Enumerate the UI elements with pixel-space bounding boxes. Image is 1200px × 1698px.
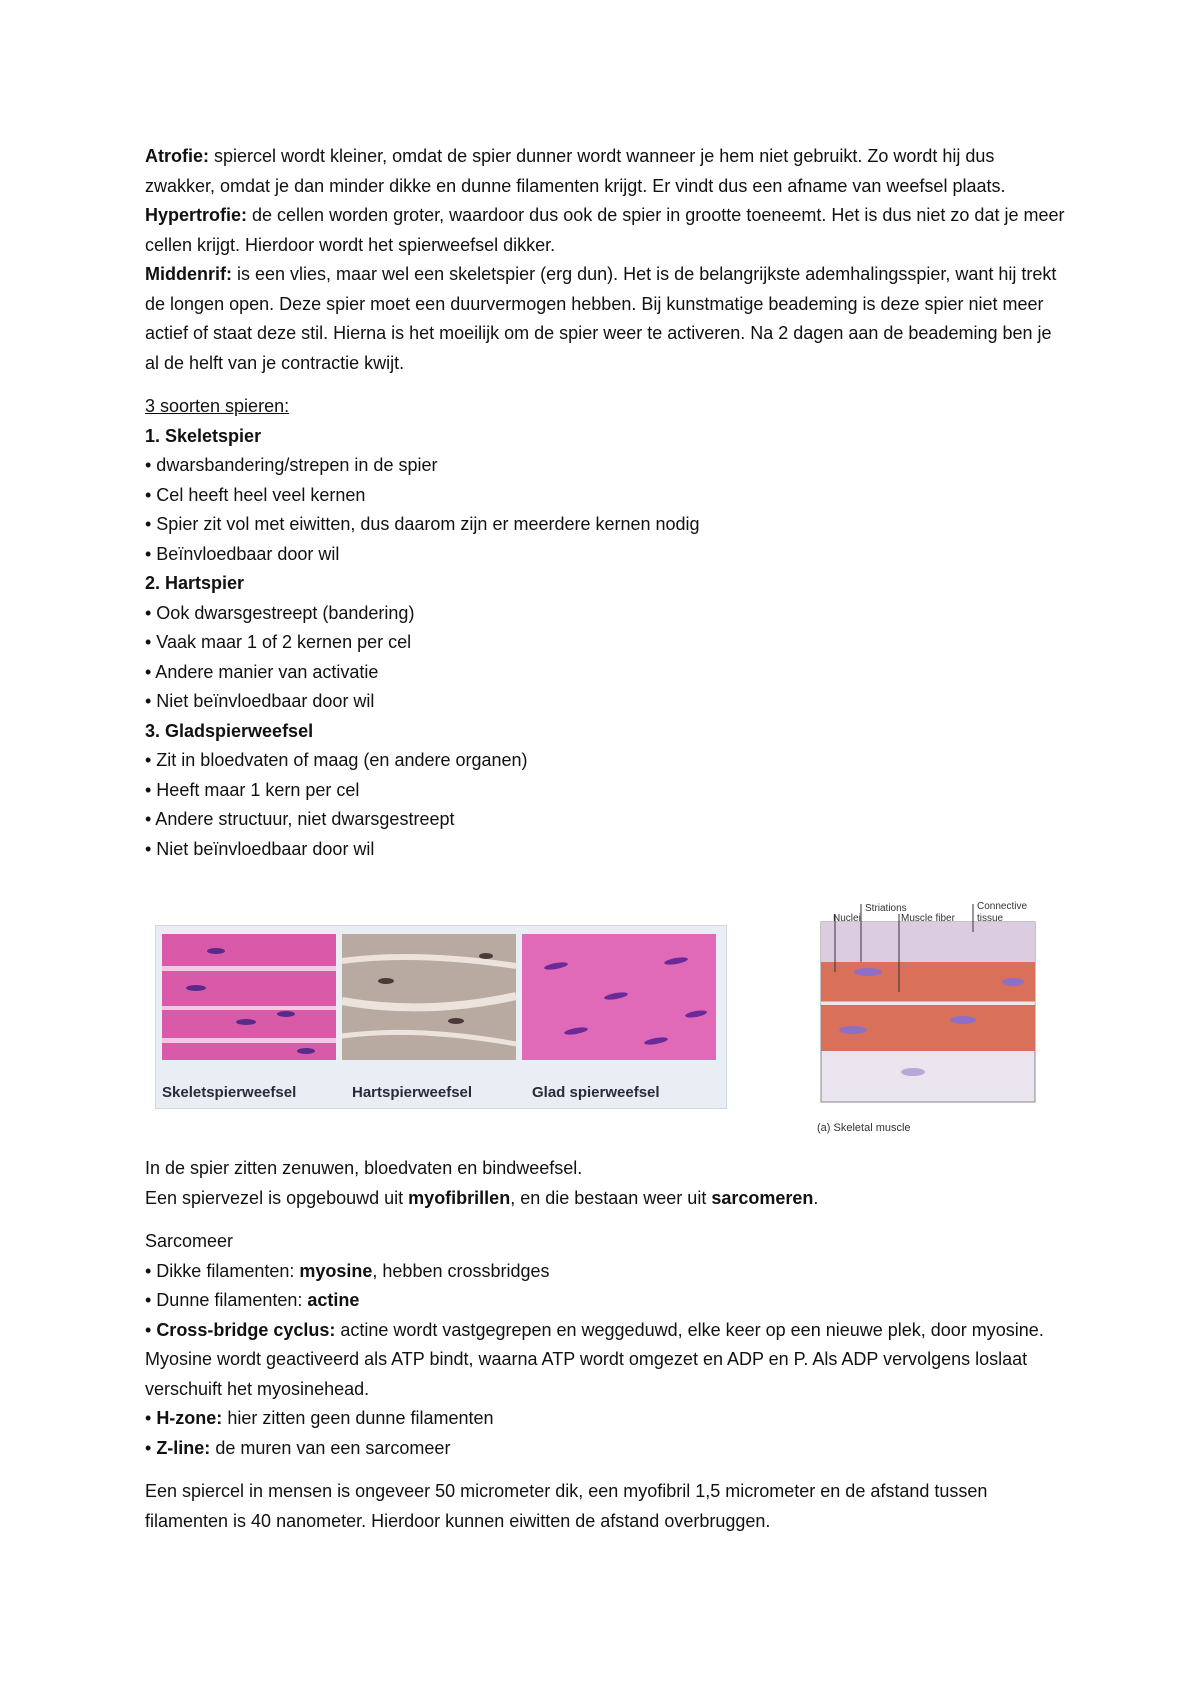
skeletal-muscle-diagram xyxy=(813,892,1065,1132)
list-item: • Niet beïnvloedbaar door wil xyxy=(145,838,375,859)
label-muscle-fiber: Muscle fiber xyxy=(901,913,955,924)
list-item: • H-zone: hier zitten geen dunne filamenten xyxy=(145,1408,494,1428)
type-title: 1. Skeletspier xyxy=(145,425,262,446)
term-hypertrofie: Hypertrofie: xyxy=(145,205,248,225)
paragraph-closing: Een spiercel in mensen is ongeveer 50 micrometer dik, een myofibril 1,5 micrometer en de afstand tussen filamenten is 40 nanometer. Hierdoor kunnen eiwitten de afstand overbruggen. xyxy=(145,1481,988,1531)
type-group-1 xyxy=(145,422,1065,570)
list-item: • Spier zit vol met eiwitten, dus daarom zijn er meerdere kernen nodig xyxy=(145,514,700,534)
list-item: • Z-line: de muren van een sarcomeer xyxy=(145,1437,451,1458)
type-title: 3. Gladspierweefsel xyxy=(145,720,314,741)
list-item: • Andere manier van activatie xyxy=(145,661,379,682)
document-page xyxy=(145,142,1065,1536)
diagram-caption: (a) Skeletal muscle xyxy=(817,1122,911,1134)
paragraph-middenrif: Middenrif: is een vlies, maar wel een skeletspier (erg dun). Het is de belangrijkste ademhalingsspier, want hij trekt de longen open. Deze spier moet een duurvermogen hebben. Bij kunstmatige beademing is deze spier niet meer actief of staat deze stil. Hierna is het moeilijk om de spier weer te activeren. Na 2 dagen aan de beademing ben je al de helft van je contractie kwijt. xyxy=(145,264,1057,373)
list-item: • Beïnvloedbaar door wil xyxy=(145,543,340,564)
list-item: • Ook dwarsgestreept (bandering) xyxy=(145,602,415,623)
histology-image xyxy=(155,925,727,1109)
list-item: • Niet beïnvloedbaar door wil xyxy=(145,691,375,711)
caption-smooth: Glad spierweefsel xyxy=(532,1084,660,1101)
paragraph-structure: Een spiervezel is opgebouwd uit myofibrillen, en die bestaan weer uit sarcomeren. xyxy=(145,1187,819,1208)
type-title: 2. Hartspier xyxy=(145,573,245,593)
list-item: • Dunne filamenten: actine xyxy=(145,1290,360,1310)
paragraph-hypertrofie: Hypertrofie: de cellen worden groter, waardoor dus ook de spier in grootte toeneemt. Het is dus niet zo dat je meer cellen krijgt. Hierdoor wordt het spierweefsel dikker. xyxy=(145,205,1065,255)
caption-skeletal: Skeletspierweefsel xyxy=(162,1084,297,1101)
list-item: • Dikke filamenten: myosine, hebben crossbridges xyxy=(145,1260,550,1281)
figure-row xyxy=(145,892,1065,1142)
label-striations: Striations xyxy=(865,903,907,914)
sarcomeer-title: Sarcomeer xyxy=(145,1231,234,1251)
list-item: • Heeft maar 1 kern per cel xyxy=(145,779,360,800)
list-item: • dwarsbandering/strepen in de spier xyxy=(145,455,438,475)
paragraph-contents: In de spier zitten zenuwen, bloedvaten en bindweefsel. xyxy=(145,1158,583,1178)
list-item: • Vaak maar 1 of 2 kernen per cel xyxy=(145,632,412,652)
label-nuclei: Nuclei xyxy=(833,913,861,924)
paragraph-atrofie: Atrofie: spiercel wordt kleiner, omdat de spier dunner wordt wanneer je hem niet gebruikt. Zo wordt hij dus zwakker, omdat je dan minder dikke en dunne filamenten krijgt. Er vindt dus een afname van weefsel plaats. xyxy=(145,146,1006,196)
types-heading: 3 soorten spieren: xyxy=(145,396,290,416)
type-group-2 xyxy=(145,569,1065,717)
term-middenrif: Middenrif: xyxy=(145,264,232,284)
term-myofibrillen: myofibrillen xyxy=(408,1187,511,1208)
list-item: • Cel heeft heel veel kernen xyxy=(145,484,366,505)
label-tissue: tissue xyxy=(977,913,1004,924)
label-connective: Connective xyxy=(977,901,1028,912)
term-sarcomeren: sarcomeren xyxy=(711,1187,814,1208)
list-item: • Andere structuur, niet dwarsgestreept xyxy=(145,809,455,829)
type-group-3 xyxy=(145,717,1065,865)
caption-cardiac: Hartspierweefsel xyxy=(352,1084,473,1101)
term-atrofie: Atrofie: xyxy=(145,146,209,166)
list-item: • Cross-bridge cyclus: actine wordt vastgegrepen en weggeduwd, elke keer op een nieuwe plek, door myosine. Myosine wordt geactiveerd als ATP bindt, waarna ATP wordt omgezet en ADP en P. Als ADP vervolgens loslaat verschuift het myosinehead. xyxy=(145,1319,1044,1399)
list-item: • Zit in bloedvaten of maag (en andere organen) xyxy=(145,750,528,770)
